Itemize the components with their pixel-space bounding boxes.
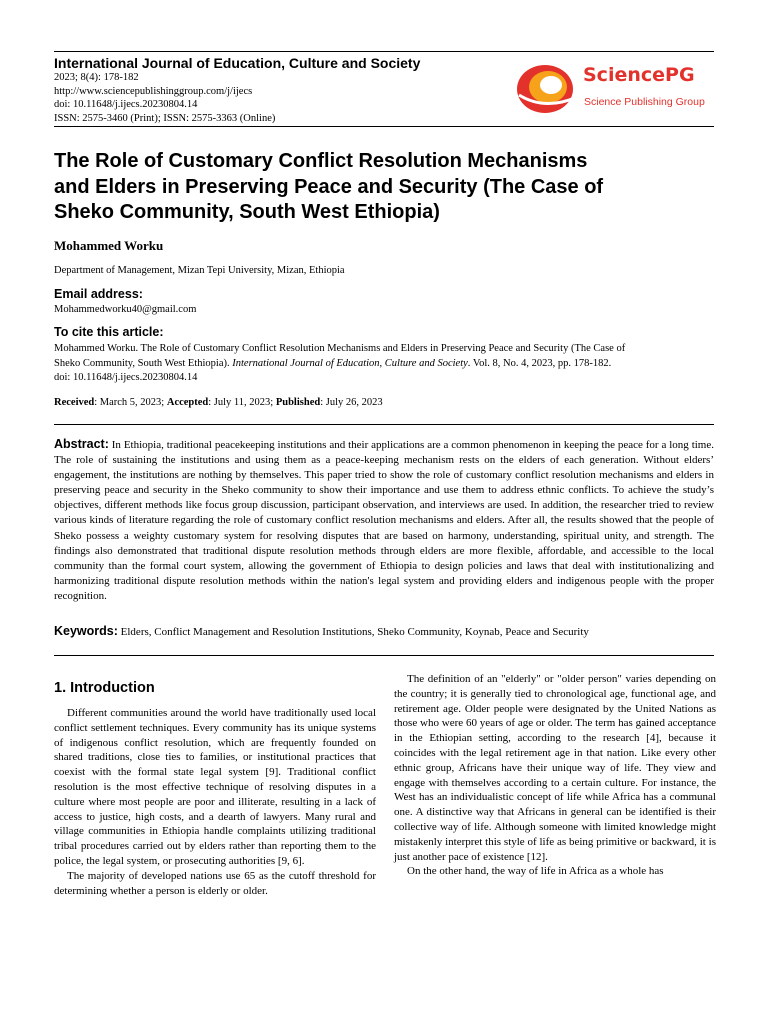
journal-url[interactable]: http://www.sciencepublishinggroup.com/j/ijecs — [54, 85, 253, 97]
author-affiliation: Department of Management, Mizan Tepi University, Mizan, Ethiopia — [54, 265, 345, 276]
title-line: and Elders in Preserving Peace and Security (The Case of — [54, 175, 604, 198]
paragraph: Different communities around the world have traditionally used local conflict settlement techniques. Every community has its unique systems of indigenous conflict resolution, which are frequently founded on shared traditions, close ties to families, or institutional practices that coexist with the formal state legal system [9]. Traditional conflict resolution is the most effective technique of resolving disputes in a culture where most people are poor and illiterate, resulting in a lack of access to justice, high costs, and a dearth of lawyers. Many rural and village communities in Ethiopia handle complaints utilizing traditional tribal procedures carried out by elders rather than reporting them to the police, the legal system, or prosecuting authorities [9, 6]. — [54, 707, 376, 867]
published-label: Published — [275, 397, 321, 408]
right-column — [394, 672, 716, 879]
journal-doi[interactable]: doi: 10.11648/j.ijecs.20230804.14 — [54, 99, 198, 110]
citation-line: Mohammed Worku. The Role of Customary Conflict Resolution Mechanisms and Elders in Preserving Peace and Security (The Case of — [54, 343, 626, 354]
citation-text: . Vol. 8, No. 4, 2023, pp. 178-182. — [467, 357, 612, 369]
journal-meta — [54, 71, 275, 125]
left-column — [54, 706, 376, 898]
publication-dates — [54, 396, 714, 411]
keywords-label: Keywords: — [54, 624, 118, 638]
received-date: : March 5, 2023; — [94, 397, 167, 408]
abstract-text: In Ethiopia, traditional peacekeeping institutions and their applications are a common phenomenon in keeping the peace for a long time. The role of sustaining the institutions and using them as a peace-keeping mechanism rests on the elders of each generation. Without elders’ engagement, the institutions are nothing by themselves. This paper tried to show the role of customary conflict resolution mechanisms and elders in preserving peace and security in the Sheko community to show their importance and use them to address ethnic conflicts. To achieve the study’s objectives, different methods like focus group discussion, participant observation, and interviews are used. In addition, the researcher tried to review various kinds of literature regarding the role of customary conflict resolution mechanisms and elders. After all, the results showed that the people of Sheko possess a weighty customary system for resolving disputes that are based on harmony, understanding, spiritual unity, and strength. The findings also demonstrated that traditional dispute resolution methods through elders are more flexible, affordable, and accessible to the local community than the formal court system, allowing the government of Ethiopia to design policies and laws that deal with institutionalizing and harmonizing traditional dispute resolution methods within the nation's legal system and providing elders and indigenous people with the proper recognition. — [54, 439, 714, 602]
title-line: The Role of Customary Conflict Resolution Mechanisms — [54, 150, 588, 172]
sciencepg-logo-icon — [515, 61, 581, 117]
title-line: Sheko Community, South West Ethiopia) — [54, 201, 440, 223]
keywords — [54, 624, 714, 638]
header-rule — [54, 126, 714, 127]
paragraph: The definition of an "elderly" or "older person" varies depending on the country; it is generally tied to chronological age, functional age, and retirement age. Older people were designated by the United Nations as those who were 60 years of age or older. The term has gained acceptance in the Ethiopian setting, according to the research [4], because it coincides with the legal retirement age in that nation. Like every other ethnic group, Africans have their unique way of life. They view and engage with themselves according to a certain culture. For instance, the West has an individualistic concept of life while Africa has a communal one. A distinctive way that Africans in general can be identified is their collective way of life. Although someone with limited knowledge might mistakenly interpret this style of life as being primitive or backward, it is just another pace of existence [12]. — [394, 673, 716, 863]
published-date: : July 26, 2023 — [320, 397, 383, 408]
citation-text: Sheko Community, South West Ethiopia). — [54, 357, 233, 369]
logo-tagline: Science Publishing Group — [584, 96, 705, 108]
journal-name: International Journal of Education, Culture and Society — [54, 55, 421, 71]
abstract-top-rule — [54, 424, 714, 425]
abstract — [54, 437, 714, 604]
journal-volume: 2023; 8(4): 178-182 — [54, 72, 139, 83]
accepted-label: Accepted — [166, 397, 209, 408]
logo-wordmark: SciencePG — [583, 64, 695, 86]
email-address[interactable]: Mohammedworku40@gmail.com — [54, 304, 197, 315]
citation-journal: International Journal of Education, Culture and Society — [232, 357, 468, 369]
author-name: Mohammed Worku — [54, 238, 164, 253]
citation-line — [54, 357, 714, 372]
keywords-bottom-rule — [54, 655, 714, 656]
paper-title — [54, 149, 724, 226]
cite-heading: To cite this article: — [54, 325, 164, 339]
section-heading: 1. Introduction — [54, 680, 155, 696]
journal-issn: ISSN: 2575-3460 (Print); ISSN: 2575-3363 (Online) — [54, 112, 276, 124]
paragraph: The majority of developed nations use 65 as the cutoff threshold for determining whether a person is elderly or older. — [54, 869, 376, 897]
abstract-label: Abstract: — [54, 437, 109, 451]
accepted-date: : July 11, 2023; — [208, 397, 276, 408]
citation-doi[interactable]: doi: 10.11648/j.ijecs.20230804.14 — [54, 372, 198, 384]
top-rule — [54, 51, 714, 52]
citation — [54, 342, 714, 386]
email-heading: Email address: — [54, 287, 143, 301]
paragraph: On the other hand, the way of life in Africa as a whole has — [407, 865, 664, 878]
received-label: Received — [54, 397, 95, 408]
keywords-text: Elders, Conflict Management and Resolution Institutions, Sheko Community, Koynab, Peace and Security — [120, 626, 589, 638]
